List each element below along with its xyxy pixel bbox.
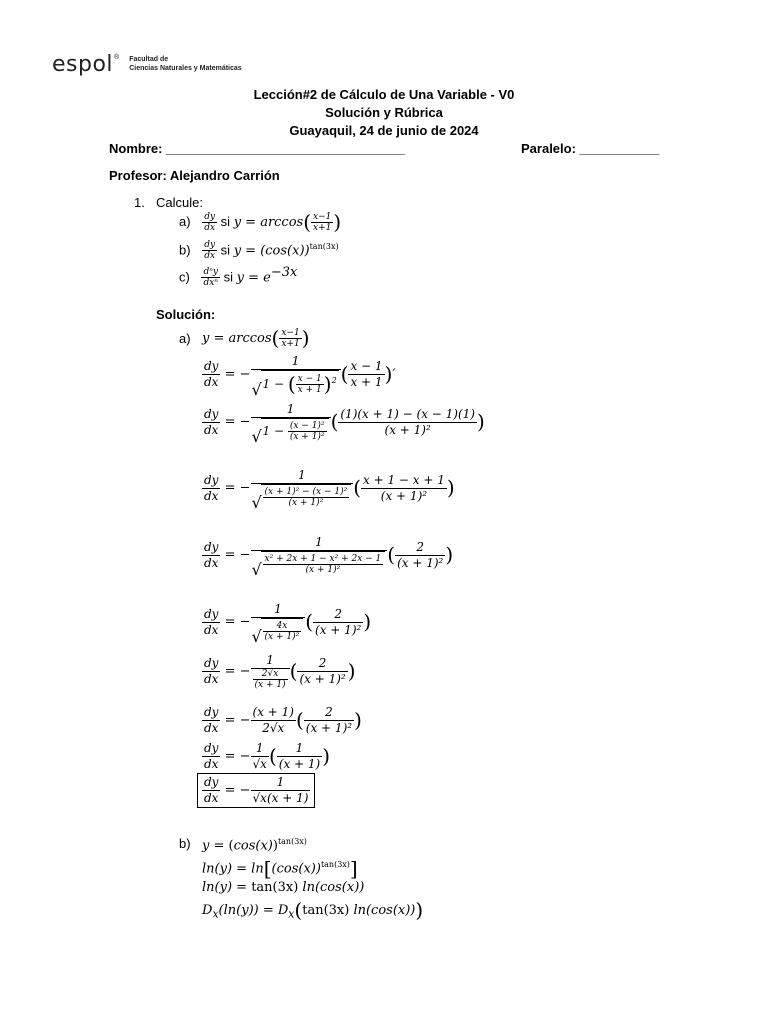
item-b-rhs: y = (cos(x)) xyxy=(233,243,310,259)
sol-b-line-2: $\ln(y) = \ln[(\cos(x))^{tan(3x)}]$ xyxy=(202,856,358,881)
item-b-label: b) xyxy=(179,242,191,258)
item-c-exp: −3x xyxy=(270,265,298,280)
sol-a-line-8: $\frac{dy}{dx}$ = − $\frac{(x + 1)}{2√x}$ ( $\frac{2}{\text{(x + 1)²}}$ ) xyxy=(204,705,362,735)
sol-a-line-2: $\frac{dy}{dx}$ = − 1 √ 1 − ( $\frac{x - 1}{x + 1}$ )$^2$ ( $\frac{x - 1}{x + 1}$ )′ xyxy=(202,354,395,395)
sol-a-line-6: $\frac{dy}{dx}$ = − 1 √ $\frac{4x}{\text{(x + 1)²}}$ ( $\frac{2}{\text{(x + 1)²}}$ ) xyxy=(202,602,371,642)
sol-b-line-3: ln(y) = tan(3x) ln(cos(x)) xyxy=(202,880,365,895)
question-item-a: a) $\frac{dy}{dx}$ si y = arccos( $\frac{x-1}{x+1}$ ) xyxy=(179,210,342,234)
sol-b-line-4: $D_x(\ln(y)) = D_x(\tan(3x)$ ln(cos(x))) xyxy=(202,898,424,922)
logo-faculty-line1: Facultad de xyxy=(129,56,169,63)
doc-place-date: Guayaquil, 24 de junio de 2024 xyxy=(289,123,479,138)
item-a-rhs: y = arccos xyxy=(233,214,304,230)
question-title: Calcule: xyxy=(156,195,203,210)
logo-registered: ® xyxy=(114,54,120,61)
item-a-dydx: $\frac{dy}{dx}$ xyxy=(204,212,216,233)
solution-b-label: b) xyxy=(179,836,191,851)
solution-title: Solución: xyxy=(156,307,216,322)
question-item-c: c) $\frac{\text{dⁿy}}{\text{dxⁿ}}$ si $y = e^{-3x}$ xyxy=(179,265,298,289)
paralelo-field: Paralelo: ___________ xyxy=(521,141,660,156)
professor-line: Profesor: Alejandro Carrión xyxy=(109,168,280,183)
sol-a-line-1: y = arccos( $\frac{x-1}{x+1}$ ) xyxy=(202,326,310,350)
name-field: Nombre: _________________________________ xyxy=(109,141,405,156)
question-number: 1. xyxy=(134,195,145,210)
sol-b-line-1: $y = (\cos(x))^{tan(3x)}$ xyxy=(202,837,307,854)
logo-faculty xyxy=(129,56,241,73)
item-b-dydx: $\frac{dy}{dx}$ xyxy=(204,240,216,262)
logo-word: espol xyxy=(52,52,114,77)
solution-a-label: a) xyxy=(179,331,191,346)
item-c-rhs: y = e xyxy=(236,270,271,286)
sol-a-line-9: $\frac{dy}{dx}$ = − $\frac{1}{√x}$ ( $\frac{1}{(x + 1)}$ ) xyxy=(204,741,331,771)
doc-title: Lección#2 de Cálculo de Una Variable - V0 xyxy=(253,87,515,102)
espol-logo xyxy=(52,54,242,76)
item-c-dndx: $\frac{\text{dⁿy}}{\text{dxⁿ}}$ xyxy=(203,267,218,289)
sol-a-line-4: $\frac{dy}{dx}$ = − 1 √ $\frac{\text{(x + 1)² − (x − 1)²}}{\text{(x + 1)²}}$ ( $\frac{x + 1 - x + 1}{\text{(x + 1)²}}$ ) xyxy=(202,468,455,508)
sol-a-final-boxed: $\frac{dy}{dx}$ = − $\frac{1}{√x(x + 1)}$ xyxy=(197,773,315,808)
sol-a-line-7: $\frac{dy}{dx}$ = − $\frac{1}{\frac{2√x}{(x + 1)}}$ ( $\frac{2}{\text{(x + 1)²}}$ ) xyxy=(204,653,356,690)
logo-faculty-line2: Ciencias Naturales y Matemáticas xyxy=(129,64,242,72)
sol-a-line-3: $\frac{dy}{dx}$ = − 1 √ 1 − $\frac{\text{(x − 1)²}}{\text{(x + 1)²}}$ ( $\frac{(1)(x + 1) - (x - 1)(1)}{\text{(x + 1)²}}$ ) xyxy=(202,402,485,442)
item-b-exp: tan(3x) xyxy=(309,242,339,251)
doc-subtitle: Solución y Rúbrica xyxy=(325,105,443,120)
item-a-label: a) xyxy=(179,213,191,229)
sol-a-line-5: $\frac{dy}{dx}$ = − 1 √ $\frac{\text{x² + 2x + 1 − x² + 2x − 1}}{\text{(x + 1)²}}$ ( $\frac{2}{\text{(x + 1)²}}$ ) xyxy=(202,535,453,575)
item-c-label: c) xyxy=(179,269,190,285)
question-item-b: b) $\frac{dy}{dx}$ si $y = (\cos(x))^{tan(3x)}$ xyxy=(179,240,339,262)
item-a-frac: $\frac{x-1}{x+1}$ xyxy=(313,212,332,233)
